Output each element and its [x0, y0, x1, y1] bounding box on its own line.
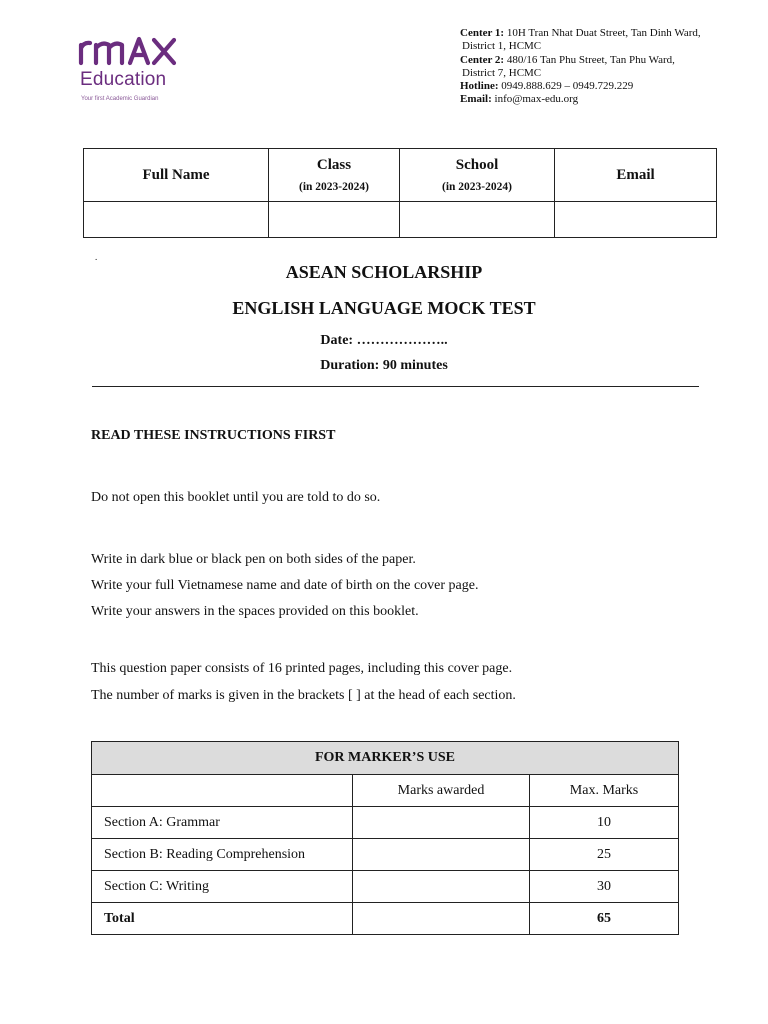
section-header-cell — [92, 775, 353, 807]
marks-awarded-cell[interactable] — [353, 839, 530, 871]
class-entry-cell[interactable] — [269, 202, 400, 238]
email-header: Email — [555, 149, 717, 202]
school-header: School (in 2023-2024) — [400, 149, 555, 202]
instruction-line: Write your answers in the spaces provided on this booklet. — [91, 604, 419, 619]
center1-district: District 1, HCMC — [462, 40, 542, 53]
section-name: Section A: Grammar — [92, 807, 353, 839]
marker-table-header-row — [92, 775, 679, 807]
school-entry-cell[interactable] — [400, 202, 555, 238]
full-name-header: Full Name — [84, 149, 269, 202]
max-education-logo — [78, 33, 198, 105]
student-info-table — [83, 148, 717, 238]
exam-date: Date: ……………….. — [320, 333, 448, 348]
center2-line: Center 2: 480/16 Tan Phu Street, Tan Phu Ward, — [460, 53, 675, 66]
total-label: Total — [92, 903, 353, 935]
instructions-heading: READ THESE INSTRUCTIONS FIRST — [91, 428, 336, 443]
student-table-entry-row — [84, 202, 717, 238]
exam-subtitle: ENGLISH LANGUAGE MOCK TEST — [232, 298, 536, 318]
marks-awarded-cell[interactable] — [353, 871, 530, 903]
marker-table-title: FOR MARKER’S USE — [92, 742, 679, 775]
center2-district: District 7, HCMC — [462, 66, 542, 79]
total-max-marks: 65 — [530, 903, 679, 935]
exam-title: ASEAN SCHOLARSHIP — [285, 262, 483, 282]
max-logo-mark-icon — [78, 33, 182, 67]
center1-line: Center 1: 10H Tran Nhat Duat Street, Tan Dinh Ward, — [460, 27, 701, 39]
instruction-line: Write in dark blue or black pen on both sides of the paper. — [91, 552, 416, 567]
marker-table — [91, 741, 679, 935]
marker-table-title-row — [92, 742, 679, 775]
class-header: Class (in 2023-2024) — [269, 149, 400, 202]
divider-line — [92, 386, 699, 387]
instruction-line: Do not open this booklet until you are told to do so. — [91, 490, 381, 505]
marks-awarded-header: Marks awarded — [353, 775, 530, 807]
max-marks-cell: 30 — [530, 871, 679, 903]
max-marks-cell: 10 — [530, 807, 679, 839]
section-name: Section C: Writing — [92, 871, 353, 903]
marks-awarded-cell[interactable] — [353, 807, 530, 839]
instruction-line: The number of marks is given in the brackets [ ] at the head of each section. — [91, 688, 516, 703]
email-entry-cell[interactable] — [555, 202, 717, 238]
instruction-line: This question paper consists of 16 printed pages, including this cover page. — [91, 661, 513, 676]
table-row — [92, 839, 679, 871]
hotline-line: Hotline: 0949.888.629 – 0949.729.229 — [460, 80, 634, 93]
section-name: Section B: Reading Comprehension — [92, 839, 353, 871]
stray-dot: . — [95, 252, 98, 262]
contact-block — [460, 27, 760, 107]
max-marks-cell: 25 — [530, 839, 679, 871]
max-marks-header: Max. Marks — [530, 775, 679, 807]
logo-education-text: Education — [80, 69, 167, 90]
instruction-line: Write your full Vietnamese name and date of birth on the cover page. — [91, 578, 479, 593]
table-row — [92, 871, 679, 903]
email-line: Email: info@max-edu.org — [460, 93, 579, 106]
exam-duration: Duration: 90 minutes — [320, 358, 448, 373]
total-row — [92, 903, 679, 935]
student-table-header-row — [84, 149, 717, 202]
full-name-entry-cell[interactable] — [84, 202, 269, 238]
total-awarded-cell[interactable] — [353, 903, 530, 935]
logo-tagline: Your first Academic Guardian — [81, 96, 159, 102]
table-row — [92, 807, 679, 839]
